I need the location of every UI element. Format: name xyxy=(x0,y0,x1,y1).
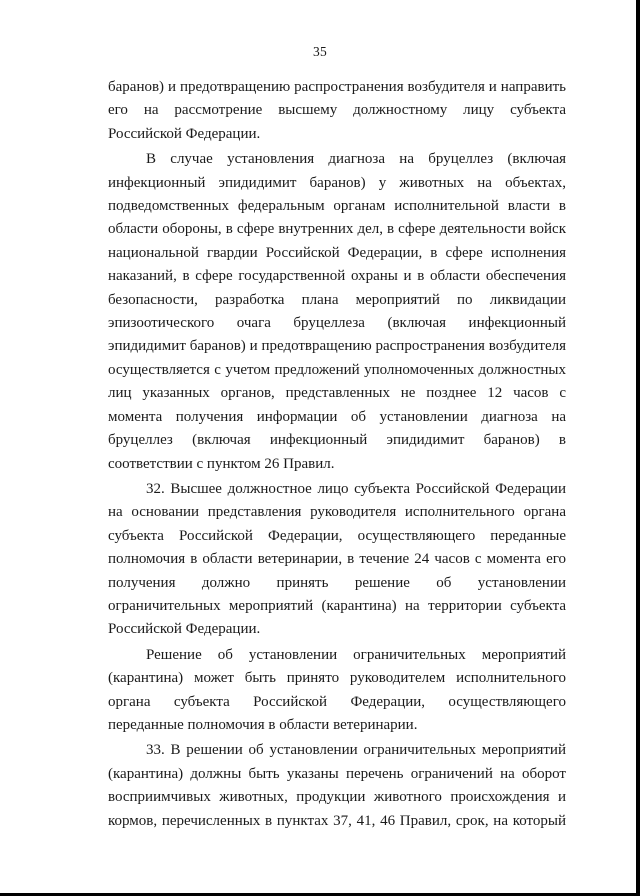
paragraph-item-32: 32. Высшее должностное лицо субъекта Российской Федерации на основании представления руководителя исполнительного органа субъекта Российской Федерации, осуществляющего переданные полномочия в области ветеринарии, в течение 24 часов с момента его получения должно принять решение об установлении ограничительных мероприятий (карантина) на территории субъекта Российской Федерации. xyxy=(108,480,566,638)
document-body xyxy=(108,76,566,833)
paragraph-quarantine-decision: Решение об установлении ограничительных мероприятий (карантина) может быть принято руководителем исполнительного органа субъекта Российской Федерации, осуществляющего переданные полномочия в области ветеринарии. xyxy=(108,646,566,733)
scan-edge-right xyxy=(636,0,640,896)
paragraph-brucellosis-defense-objects: В случае установления диагноза на бруцеллез (включая инфекционный эпидидимит баранов) у животных на объектах, подведомственных федеральным органам исполнительной власти в области обороны, в сфере внутренних дел, в сфере деятельности войск национальной гвардии Российской Федерации, в сфере исполнения наказаний, в сфере государственной охраны и в области обеспечения безопасности, разработка плана мероприятий по ликвидации эпизоотического очага бруцеллеза (включая инфекционный эпидидимит баранов) и предотвращению распространения возбудителя осуществляется с учетом предложений уполномоченных должностных лиц указанных органов, представленных не позднее 12 часов с момента получения информации об установлении диагноза на бруцеллез (включая инфекционный эпидидимит баранов) в соответствии с пунктом 26 Правил. xyxy=(108,151,566,472)
paragraph-continuation: баранов) и предотвращению распространения возбудителя и направить его на рассмотрение высшему должностному лицу субъекта Российской Федерации. xyxy=(108,79,566,142)
paragraph-item-33: 33. В решении об установлении ограничительных мероприятий (карантина) должны быть указаны перечень ограничений на оборот восприимчивых животных, продукции животного происхождения и кормов, перечисленных в пунктах 37, 41, 46 Правил, срок, на который xyxy=(108,742,566,829)
page-number: 35 xyxy=(313,44,327,59)
